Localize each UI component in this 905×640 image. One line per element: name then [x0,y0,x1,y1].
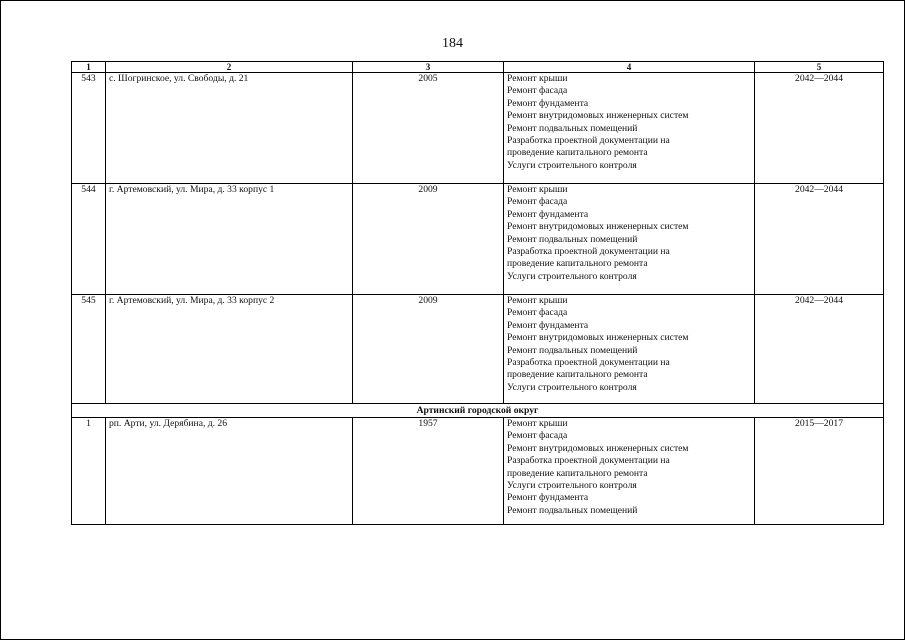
capital-repair-table [71,61,884,525]
work-item: Ремонт подвальных помещений [507,504,638,516]
work-item: Ремонт фундамента [507,97,589,109]
work-item: Ремонт крыши [507,418,568,429]
column-header-1: 1 [72,62,106,73]
work-item: Ремонт фундамента [507,208,589,220]
work-item: Услуги строительного контроля [507,270,637,282]
work-item: Ремонт фасада [507,307,568,319]
work-item: Ремонт крыши [507,184,568,195]
work-item: Ремонт подвальных помещений [507,344,638,356]
work-item: Ремонт внутридомовых инженерных систем [507,442,689,454]
work-item: Ремонт фундамента [507,319,589,331]
work-item: проведение капитального ремонта [507,258,648,270]
row-period: 2042—2044 [755,184,884,295]
work-item: Разработка проектной документации на [507,246,670,258]
work-item: Ремонт внутридомовых инженерных систем [507,221,689,233]
work-item: Ремонт фасада [507,196,568,208]
work-item: Ремонт внутридомовых инженерных систем [507,332,689,344]
row-number: 544 [72,184,106,295]
row-number: 545 [72,295,106,404]
column-header-5: 5 [755,62,884,73]
row-works [504,295,755,404]
work-item: проведение капитального ремонта [507,147,648,159]
work-item: Разработка проектной документации на [507,455,670,467]
work-item: Ремонт фундамента [507,492,589,504]
row-period: 2015—2017 [755,418,884,525]
row-number: 1 [72,418,106,525]
page-number: 184 [442,36,463,51]
section-title: Артинский городской округ [72,404,884,418]
work-item: Ремонт крыши [507,73,568,84]
work-item: проведение капитального ремонта [507,369,648,381]
work-item: Услуги строительного контроля [507,480,637,492]
row-number: 543 [72,73,106,184]
work-item: Ремонт подвальных помещений [507,122,638,134]
work-item: Ремонт внутридомовых инженерных систем [507,110,689,122]
work-item: Услуги строительного контроля [507,159,637,171]
work-item: Ремонт подвальных помещений [507,233,638,245]
row-period: 2042—2044 [755,295,884,404]
row-year: 2005 [353,73,504,184]
row-works [504,73,755,184]
work-item: Разработка проектной документации на [507,357,670,369]
row-address: с. Шогринское, ул. Свободы, д. 21 [106,73,353,184]
table-row [72,418,884,525]
work-item: Услуги строительного контроля [507,381,637,393]
work-item: Ремонт крыши [507,295,568,306]
row-works [504,184,755,295]
work-item: проведение капитального ремонта [507,467,648,479]
row-works [504,418,755,525]
column-header-2: 2 [106,62,353,73]
row-address: г. Артемовский, ул. Мира, д. 33 корпус 1 [106,184,353,295]
row-period: 2042—2044 [755,73,884,184]
row-address: г. Артемовский, ул. Мира, д. 33 корпус 2 [106,295,353,404]
row-year: 2009 [353,295,504,404]
header-row [72,62,884,73]
section-header-row [72,404,884,418]
table-row [72,295,884,404]
table-row [72,184,884,295]
column-header-3: 3 [353,62,504,73]
row-year: 2009 [353,184,504,295]
column-header-4: 4 [504,62,755,73]
row-year: 1957 [353,418,504,525]
row-address: рп. Арти, ул. Дерябина, д. 26 [106,418,353,525]
work-item: Ремонт фасада [507,430,568,442]
work-item: Разработка проектной документации на [507,135,670,147]
work-item: Ремонт фасада [507,85,568,97]
table-row [72,73,884,184]
